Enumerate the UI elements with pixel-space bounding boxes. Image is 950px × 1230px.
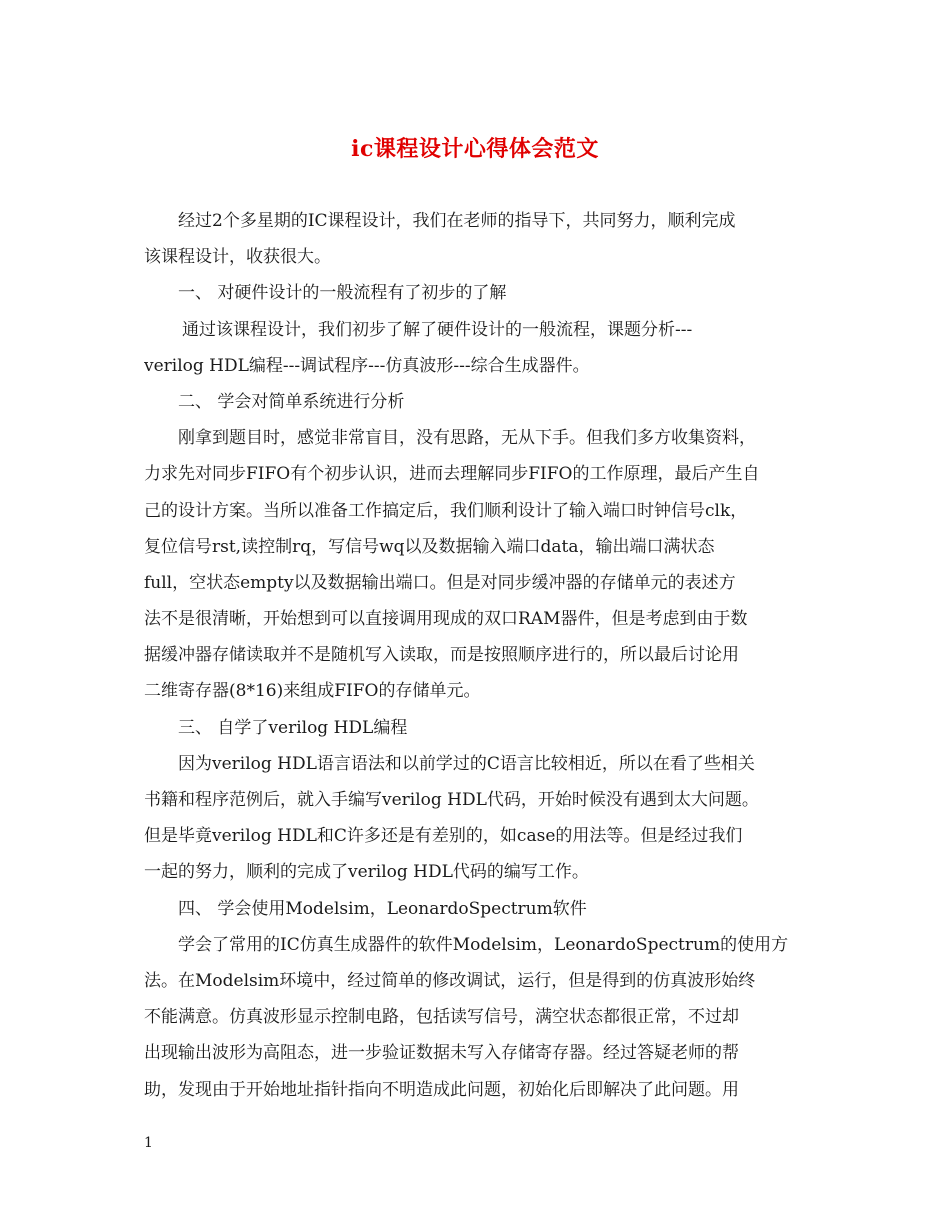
paragraph-line: 但是毕竟verilog HDL和C许多还是有差别的，如case的用法等。但是经过我们 bbox=[144, 826, 743, 847]
page-number: 1 bbox=[144, 1135, 153, 1151]
section-heading: 一、 对硬件设计的一般流程有了初步的了解 bbox=[178, 283, 507, 304]
paragraph-line: 法不是很清晰，开始想到可以直接调用现成的双口RAM器件，但是考虑到由于数 bbox=[144, 609, 748, 630]
paragraph-line: 经过2个多星期的IC课程设计，我们在老师的指导下，共同努力，顺利完成 bbox=[178, 211, 736, 231]
paragraph-line: 据缓冲器存储读取并不是随机写入读取，而是按照顺序进行的，所以最后讨论用 bbox=[144, 645, 739, 666]
paragraph-line: 书籍和程序范例后，就入手编写verilog HDL代码，开始时候没有遇到太大问题。 bbox=[144, 790, 759, 810]
paragraph-line: 因为verilog HDL语言语法和以前学过的C语言比较相近，所以在看了些相关 bbox=[178, 753, 755, 774]
paragraph-line: 学会了常用的IC仿真生成器件的软件Modelsim，LeonardoSpectrum的使用方 bbox=[178, 934, 789, 955]
paragraph-line: 出现输出波形为高阻态，进一步验证数据未写入存储寄存器。经过答疑老师的帮 bbox=[144, 1043, 739, 1064]
paragraph-line: 通过该课程设计，我们初步了解了硬件设计的一般流程，课题分析--- bbox=[182, 319, 693, 340]
paragraph-line: 复位信号rst,读控制rq，写信号wq以及数据输入端口data，输出端口满状态 bbox=[144, 536, 715, 557]
paragraph-line: 该课程设计，收获很大。 bbox=[144, 247, 331, 268]
paragraph-line: 力求先对同步FIFO有个初步认识，进而去理解同步FIFO的工作原理，最后产生自 bbox=[144, 464, 760, 485]
paragraph-line: 助，发现由于开始地址指针指向不明造成此问题，初始化后即解决了此问题。用 bbox=[144, 1079, 739, 1100]
section-heading: 四、 学会使用Modelsim，LeonardoSpectrum软件 bbox=[178, 898, 587, 919]
section-heading: 二、 学会对简单系统进行分析 bbox=[178, 391, 405, 412]
paragraph-line: 法。在Modelsim环境中，经过简单的修改调试，运行，但是得到的仿真波形始终 bbox=[144, 970, 756, 991]
paragraph-line: 不能满意。仿真波形显示控制电路，包括读写信号，满空状态都很正常，不过却 bbox=[144, 1007, 739, 1028]
paragraph-line: 刚拿到题目时，感觉非常盲目，没有思路，无从下手。但我们多方收集资料， bbox=[178, 428, 756, 449]
document-title: ic课程设计心得体会范文 bbox=[351, 136, 599, 162]
paragraph-line: 一起的努力，顺利的完成了verilog HDL代码的编写工作。 bbox=[144, 862, 589, 883]
section-heading: 三、 自学了verilog HDL编程 bbox=[178, 717, 408, 738]
paragraph-line: verilog HDL编程---调试程序---仿真波形---综合生成器件。 bbox=[144, 355, 590, 376]
document-body bbox=[144, 203, 812, 1108]
paragraph-line: full，空状态empty以及数据输出端口。但是对同步缓冲器的存储单元的表述方 bbox=[144, 572, 736, 593]
paragraph-line: 己的设计方案。当所以准备工作搞定后，我们顺利设计了输入端口时钟信号clk， bbox=[144, 500, 748, 521]
paragraph-line: 二维寄存器(8*16)来组成FIFO的存储单元。 bbox=[144, 681, 481, 702]
